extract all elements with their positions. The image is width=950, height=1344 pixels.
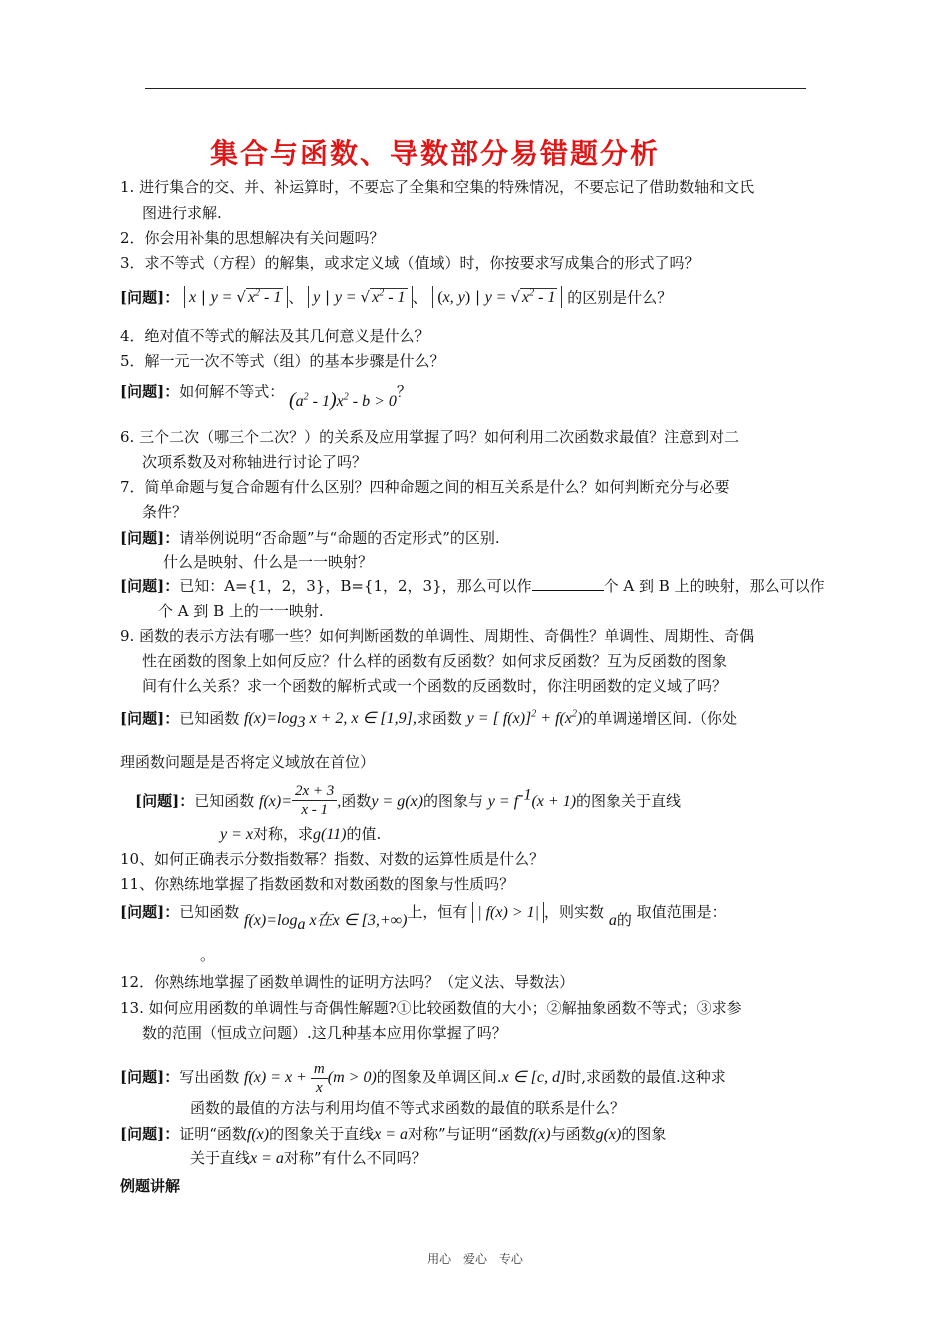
- math-set-1: x | y = √ $x^2 - 1$: [184, 286, 288, 308]
- question-11-text-b: 上，恒有: [407, 903, 468, 921]
- section-example: 例题讲解: [120, 1177, 181, 1195]
- item-2: 2．你会用补集的思想解决有关问题吗？: [120, 229, 385, 247]
- math-composite-function: y = [ $f(x)]^2 + f(x^2)$: [466, 709, 583, 728]
- question-9b-text-d: 的图象关于直线: [576, 792, 682, 811]
- item-5: 5．解一元一次不等式（组）的基本步骤是什么？: [120, 352, 445, 370]
- math-line-y-eq-x: y = x: [220, 826, 254, 843]
- question-9b-text-f: 的值.: [346, 825, 382, 843]
- question-11-text-d: 取值范围是：: [636, 903, 727, 921]
- question-9-text-b: 求函数: [416, 709, 462, 728]
- question-13b-text-g: 对称”有什么不同吗？: [283, 1149, 427, 1167]
- math-x-eq-a-2: x = a: [250, 1150, 284, 1167]
- question-13b-text-f: 关于直线: [190, 1149, 251, 1167]
- math-log-a-function: $f(x)=\log_a$ x在x ∈ [3,+∞): [244, 912, 408, 934]
- header-rule: [145, 88, 806, 89]
- question-13b-text-c: 对称”与证明“函数: [408, 1125, 529, 1143]
- item-9-line-1: 9. 函数的表示方法有哪一些？如何判断函数的单调性、周期性、奇偶性？单调性、周期性、奇偶: [120, 627, 755, 645]
- math-g-function: y = g(x): [371, 793, 423, 811]
- question-13b-line-2: [190, 1148, 427, 1169]
- item-3: 3．求不等式（方程）的解集，或求定义域（值域）时，你按要求写成集合的形式了吗？: [120, 254, 700, 272]
- question-13-text-a: 写出函数: [179, 1068, 240, 1087]
- question-11-line-2: 。: [200, 946, 216, 964]
- question-9b-text-a: 已知函数: [194, 792, 255, 811]
- question-13b: [120, 1124, 666, 1145]
- question-8-text-a: 已知：A={1，2，3}，B={1，2，3}，那么可以作: [179, 577, 532, 595]
- item-9-line-2: 性在函数的图象上如何反应？什么样的函数有反函数？如何求反函数？互为反函数的图象: [142, 652, 728, 670]
- footer-text-2: 爱心: [462, 1252, 487, 1266]
- question-9b-text-e: 对称，求: [253, 825, 314, 843]
- question-9b-text-b: 函数: [341, 792, 372, 811]
- math-var-a-suffix: 的: [616, 911, 632, 929]
- question-9b: [135, 784, 681, 821]
- question-label: [问题]：: [120, 1068, 180, 1087]
- question-5-tail: ？: [396, 382, 412, 401]
- question-9b-line-2: [220, 824, 381, 845]
- math-rational-function: f(x)= $\frac{2x + 3}{x - 1}$ ,: [259, 783, 342, 818]
- question-13-line-2: 函数的最值的方法与利用均值不等式求函数的最值的联系是什么？: [190, 1099, 626, 1117]
- item-12: 12．你熟练地掌握了函数单调性的证明方法吗？（定义法、导数法）: [120, 973, 575, 991]
- question-label: [问题]：: [120, 529, 180, 547]
- footer-text-1: 用心: [427, 1252, 452, 1266]
- question-9-text-a: 已知函数: [179, 709, 240, 728]
- question-3-tail: 的区别是什么？: [567, 288, 673, 307]
- math-log-function: $f(x)=\log_3$ x + 2, x ∈ [1,9],: [244, 710, 417, 732]
- item-1-line-1: 1. 进行集合的交、并、补运算时，不要忘了全集和空集的特殊情况，不要忘记了借助数轴和文氏: [120, 178, 755, 196]
- math-g-11: g(11): [313, 826, 347, 843]
- question-8-line-2: 个 A 到 B 上的一一映射.: [158, 602, 324, 620]
- math-x-eq-a: x = a: [374, 1126, 409, 1143]
- math-interval: x ∈ [c, d]: [501, 1069, 567, 1087]
- math-inequality: $(a^2 - 1)x^2 - b > 0$: [289, 389, 397, 412]
- item-13-line-1: 13. 如何应用函数的单调性与奇偶性解题?①比较函数值的大小；②解抽象函数不等式；③求参: [120, 999, 742, 1017]
- question-3: [问题]： x | y = √ $x^2 - 1$ 、 y | y = √ $x^2 - 1$ 、 (x, y) | y = √ $x^2 - 1$ 的区别是什么？: [120, 288, 673, 307]
- question-label: [问题]：: [120, 709, 180, 728]
- question-13b-text-e: 的图象: [621, 1125, 667, 1143]
- footer-text-3: 专心: [498, 1252, 523, 1266]
- math-fx-2: f(x): [528, 1126, 551, 1143]
- item-13-line-2: 数的范围（恒成立问题）.这几种基本应用你掌握了吗？: [142, 1024, 507, 1042]
- item-9-line-3: 间有什么关系？求一个函数的解析式或一个函数的反函数时，你注明函数的定义域了吗？: [142, 677, 728, 695]
- item-6-line-2: 次项系数及对称轴进行讨论了吗？: [142, 453, 368, 471]
- question-13-text-c: 时,求函数的最值.这种求: [566, 1068, 726, 1087]
- answer-blank: [532, 576, 604, 591]
- question-label: [问题]：: [120, 288, 180, 307]
- question-9: [120, 705, 737, 734]
- math-abs-condition: | f(x) > 1|: [472, 902, 544, 923]
- question-13b-text-b: 的图象关于直线: [269, 1125, 375, 1143]
- question-label: [问题]：: [120, 577, 180, 595]
- question-7: [120, 528, 500, 548]
- math-gx: g(x): [595, 1126, 622, 1143]
- question-5: [120, 378, 412, 412]
- item-7-line-1: 7．简单命题与复合命题有什么区别？四种命题之间的相互关系是什么？如何判断充分与必要: [120, 478, 730, 496]
- question-13-text-b: 的图象及单调区间.: [376, 1068, 502, 1087]
- question-11-text-a: 已知函数: [179, 903, 240, 921]
- question-13b-text-d: 与函数: [550, 1125, 596, 1143]
- math-var-a: a: [608, 912, 617, 929]
- question-5-text: 如何解不等式：: [179, 382, 285, 401]
- question-label: [问题]：: [135, 792, 195, 811]
- question-8: [120, 576, 825, 596]
- page-footer: [0, 1250, 950, 1267]
- question-label: [问题]：: [120, 903, 180, 921]
- math-fx: f(x): [246, 1126, 270, 1143]
- question-label: [问题]：: [120, 1125, 180, 1143]
- item-11: 11、你熟练地掌握了指数函数和对数函数的图象与性质吗？: [120, 875, 515, 893]
- question-9-text-c: 的单调递增区间.（你处: [582, 709, 738, 728]
- question-9-line-2: 理函数问题是是否将定义域放在首位）: [120, 753, 376, 771]
- question-9b-text-c: 的图象与: [422, 792, 483, 811]
- item-6-line-1: 6. 三个二次（哪三个二次？）的关系及应用掌握了吗？如何利用二次函数求最值？注意到对二: [120, 428, 740, 446]
- question-label: [问题]：: [120, 382, 180, 401]
- math-set-3: (x, y) | y = √ $x^2 - 1$: [432, 286, 562, 308]
- math-hook-function: f(x) = x + $\frac{m}{x}$ (m > 0): [244, 1061, 377, 1096]
- math-inverse-function: $y = f^{-1}(x + 1)$: [487, 786, 577, 811]
- question-11: [120, 902, 727, 934]
- question-8-text-b: 个 A 到 B 上的映射，那么可以作: [603, 577, 825, 595]
- page-title: 集合与函数、导数部分易错题分析: [209, 137, 660, 170]
- item-4: 4．绝对值不等式的解法及其几何意义是什么？: [120, 327, 430, 345]
- question-7-text: 请举例说明“否命题”与“命题的否定形式”的区别.: [179, 529, 500, 547]
- question-13: [120, 1060, 726, 1097]
- math-set-2: y | y = √ $x^2 - 1$: [308, 286, 412, 308]
- question-13b-text-a: 证明“函数: [179, 1125, 247, 1143]
- item-7-line-2: 条件？: [142, 503, 188, 521]
- question-11-text-c: ，则实数: [544, 903, 605, 921]
- item-10: 10、如何正确表示分数指数幂？指数、对数的运算性质是什么？: [120, 850, 545, 868]
- item-1-line-2: 图进行求解.: [142, 204, 222, 222]
- item-8: 什么是映射、什么是一一映射？: [163, 553, 374, 571]
